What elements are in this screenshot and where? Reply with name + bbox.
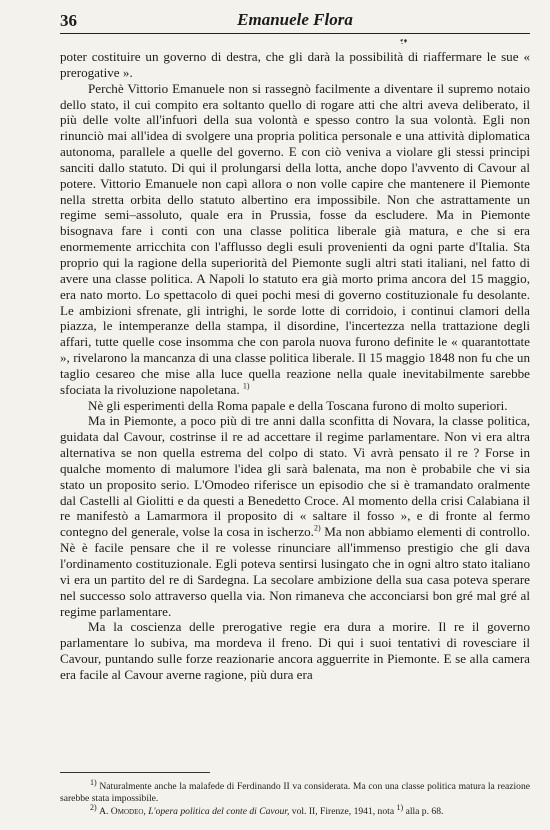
footnote-rule bbox=[60, 772, 210, 773]
footnote-mark: 1) bbox=[396, 802, 404, 812]
paragraph-text: Ma non abbiamo elementi di controllo. Nè è facile pensare che il re volesse rinunciare all'immenso prestigio che gli dava l'ordinamento costituzionale. Egli poteva sentirsi lusingato che in ogni altro stato italiano vi era un partito del re di Sardegna. La secolare ambizione della sua casa poteva sperare nel successo solo attraverso quella via. Non rimaneva che acconciarsi bon gré mal gré al regime parlamentare. bbox=[60, 524, 530, 619]
paragraph: Nè gli esperimenti della Roma papale e della Toscana furono di molto superiori. bbox=[88, 397, 508, 413]
page-number: 36 bbox=[60, 11, 77, 30]
paragraph-text: Ma in Piemonte, a poco più di tre anni dalla sconfitta di Novara, la classe politica, guidata dal Cavour, costrinse il re ad accettare il regime parlamentare. Non vi era altra alternativa se non quella estrema del colpo di stato. Vi avrà pensato il re ? Forse in qualche momento di malumore l'idea gli sarà balenata, ma non è probabile che vi sia stato un proposito serio. L'Omodeo riferisce un episodio che si è tramandato oralmente dal Castelli al Giolitti e da questi a Benedetto Croce. Al momento della crisi Calabiana il re manifestò a Lamarmora il proposito di « saltare il fosso », e di fronte al fermo contegno del generale, volse la cosa in ischerzo. bbox=[60, 413, 530, 540]
footnote-text: vol. II, Firenze, 1941, nota bbox=[291, 806, 395, 817]
paragraph bbox=[60, 413, 530, 619]
footnotes bbox=[60, 777, 530, 818]
footnote-text: Naturalmente anche la malafede di Ferdinando II va considerata. Ma con una classe politica matura la reazione sarebbe stata impossibile. bbox=[60, 781, 530, 804]
body-text bbox=[60, 49, 530, 683]
footnote-mark: 2) bbox=[90, 802, 97, 812]
footnote-work-title: L'opera politica del conte di Cavour, bbox=[148, 806, 290, 817]
footnote-mark: 1) bbox=[90, 777, 97, 787]
paragraph bbox=[60, 81, 530, 398]
paragraph: Ma la coscienza delle prerogative regie era dura a morire. Il re il governo parlamentare lo subiva, ma mordeva il freno. Di qui i suoi tentativi di rovesciare il Cavour, puntando sulle forze reazionarie ancora agguerrite in Piemonte. E se alla camera era facile al Cavour averne ragione, più dura era bbox=[60, 619, 530, 682]
running-title: Emanuele Flora bbox=[237, 10, 353, 29]
footnote bbox=[60, 802, 530, 818]
header-rule bbox=[60, 33, 530, 34]
footnote-reference: 2) bbox=[313, 523, 321, 533]
footnote-reference: 1) bbox=[242, 381, 250, 391]
paragraph-continued: poter costituire un governo di destra, che gli darà la possibilità di riaffermare le sue « prerogative ». bbox=[60, 49, 530, 80]
ink-speck-icon bbox=[399, 38, 409, 45]
paragraph-text: Perchè Vittorio Emanuele non si rassegnò facilmente a diventare il supremo notaio dello stato, il cui compito era soltanto quello di rogare atti che altri aveva deliberato, il più delle volte all'infuori della sua volontà e spesso contro la sua volontà. Egli non rinunciò mai all'idea di svolgere una propria politica personale e una attività diplomatica autonoma, parallele a quelle del governo. E con ciò veniva a violare gli stessi principi sanciti dallo statuto. Di qui il prolungarsi della lotta, anche dopo l'avvento di Cavour al potere. Vittorio Emanuele non capì allora o non volle capire che mantenere il Piemonte nella stretta orbita dello statuto albertino era impossibile. Non che astrattamente un regime semi–assoluto, quale era in Prussia, fosse da escludere. Ma in Piemonte bisognava fare i conti con una classe politica liberale già matura, e che si era enormemente arricchita con l'afflusso degli esuli provenienti da ogni parte d'Italia. Sta proprio qui la ragione della superiorità del Piemonte sugli altri stati italiani, nel fatto di avere una classe politica. A Napoli lo statuto era già morto prima ancora del 15 maggio, era nato morto. Lo spettacolo di quei pochi mesi di governo costituzionale fu desolante. Le ambizioni sfrenate, gli intrighi, le sorde lotte di corridoio, i continui clamori della piazza, le intemperanze della stampa, il disordine, l'incertezza nella trattazione degli affari, tutte quelle cose insomma che con parola nuova furono definite le « quarantottate », rivelarono la mancanza di una classe politica liberale. Il 15 maggio 1848 non fu che un taglio cesareo che mise alla luce quella reazione nella quale inevitabilmente sarebbe sfociata la rivoluzione napoletana. bbox=[60, 80, 530, 397]
footnote-author: A. Omodeo, bbox=[99, 806, 146, 817]
running-header bbox=[60, 8, 530, 34]
footnote bbox=[60, 777, 530, 805]
footnote-text: alla p. 68. bbox=[405, 806, 444, 817]
